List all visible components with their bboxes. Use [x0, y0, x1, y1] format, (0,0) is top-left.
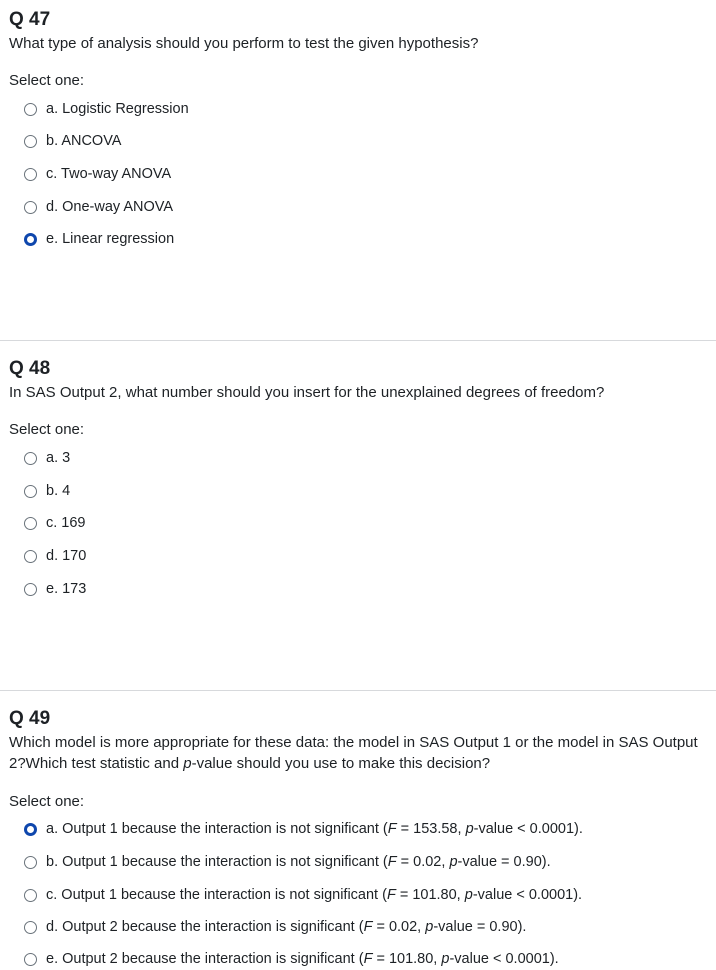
option-a[interactable]: [24, 818, 583, 840]
italic-f: F: [363, 919, 373, 935]
option-b[interactable]: [24, 130, 121, 152]
radio-button[interactable]: [24, 550, 37, 563]
option-text: e. Output 2 because the interaction is significant (: [46, 951, 364, 967]
select-one-label: Select one:: [9, 793, 85, 810]
radio-button[interactable]: [24, 517, 37, 530]
option-text: d. Output 2 because the interaction is significant (: [46, 919, 364, 935]
option-text: = 0.02,: [396, 854, 450, 870]
radio-button-selected[interactable]: [24, 233, 37, 246]
option-text: b. Output 1 because the interaction is not significant (: [46, 854, 388, 870]
radio-button[interactable]: [24, 168, 37, 181]
option-label: a. Logistic Regression: [46, 101, 189, 117]
option-label: c. Two-way ANOVA: [46, 166, 172, 182]
radio-button[interactable]: [24, 856, 37, 869]
option-text: = 153.58,: [396, 821, 466, 837]
question-divider: [0, 690, 716, 691]
radio-button[interactable]: [24, 583, 37, 596]
question-number: Q 47: [9, 9, 51, 30]
italic-f: F: [363, 951, 373, 967]
question-text: [9, 732, 699, 774]
option-label: [46, 917, 526, 937]
select-one-label: Select one:: [9, 72, 85, 89]
option-c[interactable]: [24, 512, 86, 534]
option-label: [46, 949, 559, 969]
option-label: e. 173: [46, 581, 87, 597]
question-number: Q 49: [9, 708, 51, 729]
italic-p: p: [465, 821, 474, 837]
option-d[interactable]: [24, 545, 86, 567]
option-b[interactable]: [24, 851, 551, 873]
option-text: = 0.02,: [372, 919, 426, 935]
question-number: Q 48: [9, 358, 51, 379]
question-text: In SAS Output 2, what number should you insert for the unexplained degrees of freedom?: [9, 384, 605, 401]
option-c[interactable]: [24, 884, 582, 906]
question-text: What type of analysis should you perform to test the given hypothesis?: [9, 35, 479, 52]
option-label: d. 170: [46, 548, 87, 564]
option-label: d. One-way ANOVA: [46, 199, 174, 215]
italic-f: F: [387, 854, 397, 870]
option-b[interactable]: [24, 480, 70, 502]
question-divider: [0, 340, 716, 341]
option-d[interactable]: [24, 916, 526, 938]
italic-p: p: [425, 919, 434, 935]
italic-f: F: [386, 887, 396, 903]
question-text-part1: Which model is more appropriate for these data: the model in SAS Output 1 or the model in SAS Output 2?Which test statistic and: [9, 734, 698, 772]
option-label: b. 4: [46, 483, 71, 499]
option-e[interactable]: [24, 228, 174, 250]
radio-button[interactable]: [24, 452, 37, 465]
option-label: a. 3: [46, 450, 71, 466]
option-a[interactable]: [24, 447, 70, 469]
option-d[interactable]: [24, 196, 173, 218]
option-text: a. Output 1 because the interaction is not significant (: [46, 821, 388, 837]
option-label: e. Linear regression: [46, 231, 175, 247]
option-text: -value < 0.0001).: [472, 887, 583, 903]
option-c[interactable]: [24, 163, 171, 185]
option-label: [46, 819, 583, 839]
option-text: -value = 0.90).: [433, 919, 527, 935]
question-text-part2: -value should you use to make this decision?: [191, 755, 491, 772]
option-label: [46, 852, 551, 872]
radio-button[interactable]: [24, 135, 37, 148]
radio-button-selected[interactable]: [24, 823, 37, 836]
option-text: c. Output 1 because the interaction is not significant (: [46, 887, 387, 903]
italic-p: p: [464, 887, 473, 903]
radio-button[interactable]: [24, 889, 37, 902]
option-e[interactable]: [24, 948, 559, 970]
radio-button[interactable]: [24, 921, 37, 934]
option-a[interactable]: [24, 98, 189, 120]
radio-button[interactable]: [24, 201, 37, 214]
radio-button[interactable]: [24, 485, 37, 498]
option-text: -value < 0.0001).: [473, 821, 583, 837]
radio-button[interactable]: [24, 103, 37, 116]
question-text-italic-p: p: [183, 755, 192, 772]
option-e[interactable]: [24, 578, 86, 600]
option-label: [46, 885, 582, 905]
option-label: b. ANCOVA: [46, 133, 122, 149]
option-label: c. 169: [46, 515, 86, 531]
option-text: -value < 0.0001).: [449, 951, 559, 967]
option-text: -value = 0.90).: [457, 854, 551, 870]
italic-f: F: [387, 821, 397, 837]
radio-button[interactable]: [24, 953, 37, 966]
option-text: = 101.80,: [372, 951, 442, 967]
italic-p: p: [441, 951, 450, 967]
italic-p: p: [449, 854, 458, 870]
option-text: = 101.80,: [395, 887, 465, 903]
select-one-label: Select one:: [9, 421, 85, 438]
